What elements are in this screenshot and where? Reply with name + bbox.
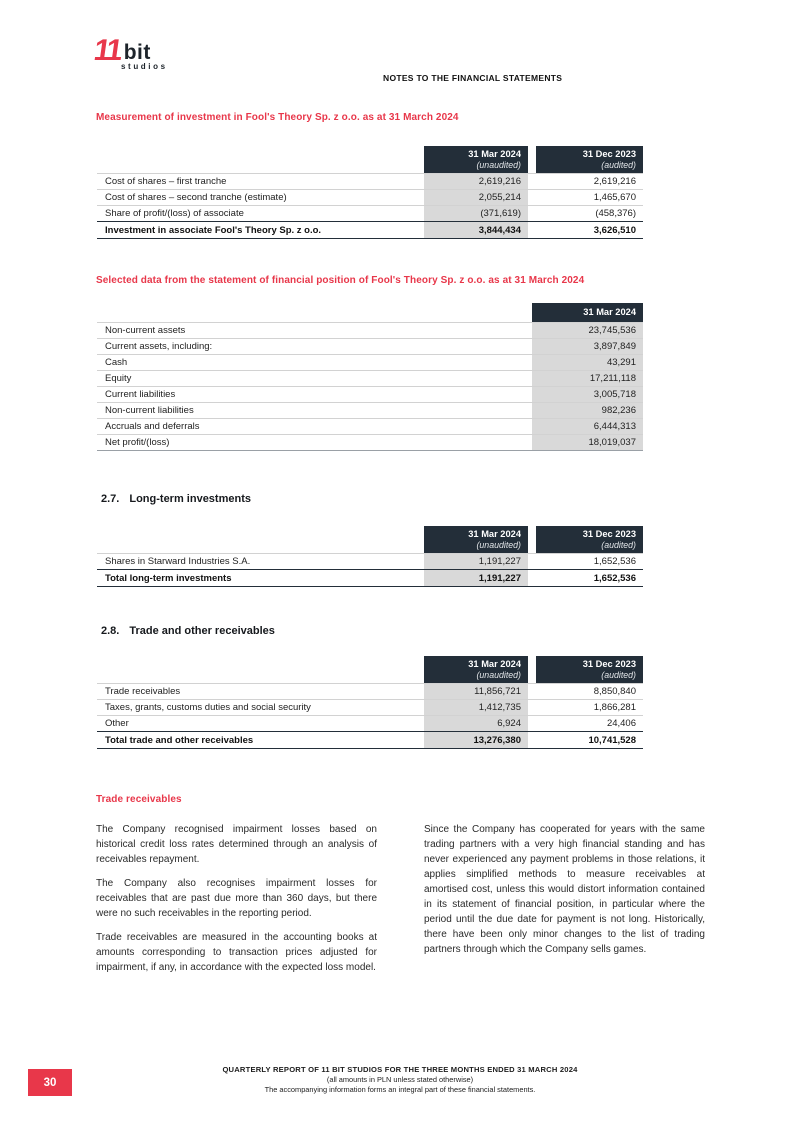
table-total-row xyxy=(97,569,643,587)
row-value-dec: 24,406 xyxy=(606,718,636,729)
trade-receivables-table xyxy=(97,656,643,749)
footer xyxy=(96,1065,704,1095)
column-header-mar-2024 xyxy=(424,146,528,173)
row-label: Net profit/(loss) xyxy=(105,437,170,448)
row-label: Taxes, grants, customs duties and social security xyxy=(105,702,311,713)
row-value-dec: 1,866,281 xyxy=(593,702,636,713)
heading-trade-receivables: Trade receivables xyxy=(96,794,182,805)
column-header-mar-2024 xyxy=(532,303,643,322)
column-header-audit-status: (audited) xyxy=(601,670,636,680)
row-value-dec: 10,741,528 xyxy=(588,734,636,746)
row-value-mar: 2,619,216 xyxy=(424,174,528,189)
row-value-mar: 1,191,227 xyxy=(424,554,528,569)
row-label: Share of profit/(loss) of associate xyxy=(105,208,244,219)
row-value: 18,019,037 xyxy=(532,435,643,450)
row-value-dec: 1,652,536 xyxy=(593,572,636,584)
row-value-dec: 2,619,216 xyxy=(593,176,636,187)
table-row xyxy=(97,206,643,222)
row-value-mar: 6,924 xyxy=(424,716,528,731)
row-value: 3,897,849 xyxy=(532,339,643,354)
section-number: 2.7. xyxy=(101,493,120,505)
table-row xyxy=(97,419,643,435)
page-number-badge: 30 xyxy=(28,1069,72,1096)
column-header-mar-2024 xyxy=(424,526,528,553)
table-header xyxy=(97,656,643,683)
table-header xyxy=(97,303,643,322)
investment-table xyxy=(97,146,643,239)
column-header-date: 31 Mar 2024 xyxy=(468,149,521,159)
body-text-right-column xyxy=(424,822,705,966)
table-row xyxy=(97,716,643,732)
column-header-date: 31 Dec 2023 xyxy=(582,659,636,669)
row-value-mar: 11,856,721 xyxy=(424,684,528,699)
table-total-row xyxy=(97,731,643,749)
footer-report-title: QUARTERLY REPORT OF 11 BIT STUDIOS FOR THE THREE MONTHS ENDED 31 MARCH 2024 xyxy=(222,1065,578,1074)
table-row xyxy=(97,323,643,339)
financial-position-table xyxy=(97,303,643,451)
table-row xyxy=(97,371,643,387)
row-label: Cost of shares – second tranche (estimate) xyxy=(105,192,287,203)
row-label: Cost of shares – first tranche xyxy=(105,176,227,187)
paragraph: Trade receivables are measured in the accounting books at amounts corresponding to transaction prices adjusted for impairment, if any, in accordance with the expected loss model. xyxy=(96,932,377,973)
column-header-dec-2023 xyxy=(536,656,643,683)
column-header-audit-status: (unaudited) xyxy=(476,160,521,170)
table-row xyxy=(97,174,643,190)
row-value-mar: 3,844,434 xyxy=(424,222,528,238)
row-label: Accruals and deferrals xyxy=(105,421,200,432)
row-label: Total trade and other receivables xyxy=(105,734,254,746)
column-header-audit-status: (unaudited) xyxy=(476,670,521,680)
column-header-date: 31 Dec 2023 xyxy=(582,149,636,159)
column-header-date: 31 Mar 2024 xyxy=(468,659,521,669)
column-header-date: 31 Dec 2023 xyxy=(582,529,636,539)
row-value-mar: 1,412,735 xyxy=(424,700,528,715)
table-row xyxy=(97,684,643,700)
paragraph: Since the Company has cooperated for years with the same trading partners with a very high financial standing and has never experienced any payment problems in those relations, it applies simplified methods to measure receivables at amortised cost, unless this would distort information contained in its statement of financial position, in particular where the period until the due date for payment is not long. Historically, there have been only minor changes to the list of trading partners through which the Company sells games. xyxy=(424,824,705,955)
table-header xyxy=(97,146,643,173)
footer-integral-note: The accompanying information forms an integral part of these financial statements. xyxy=(264,1085,536,1094)
table-body xyxy=(97,322,643,451)
column-header-date: 31 Mar 2024 xyxy=(468,529,521,539)
row-value: 982,236 xyxy=(532,403,643,418)
logo-11-mark: 11 xyxy=(91,34,123,67)
section-title: Long-term investments xyxy=(129,493,251,505)
table-body xyxy=(97,173,643,239)
table-header xyxy=(97,526,643,553)
row-label: Current liabilities xyxy=(105,389,176,400)
table-row xyxy=(97,554,643,570)
heading-measurement: Measurement of investment in Fool's Theory Sp. z o.o. as at 31 March 2024 xyxy=(96,112,459,123)
row-value-mar: 2,055,214 xyxy=(424,190,528,205)
row-value-dec: (458,376) xyxy=(595,208,636,219)
paragraph: The Company recognised impairment losses based on historical credit loss rates determined through an analysis of receivables repayment. xyxy=(96,824,377,865)
column-header-dec-2023 xyxy=(536,526,643,553)
footer-amounts-note: (all amounts in PLN unless stated otherwise) xyxy=(326,1075,474,1084)
table-row xyxy=(97,387,643,403)
column-header-date: 31 Mar 2024 xyxy=(583,307,636,317)
body-text-left-column xyxy=(96,822,377,984)
section-heading-2-7 xyxy=(101,493,251,505)
table-row xyxy=(97,339,643,355)
row-value-dec: 3,626,510 xyxy=(593,224,636,236)
row-label: Current assets, including: xyxy=(105,341,213,352)
table-row xyxy=(97,435,643,451)
row-value-mar: 1,191,227 xyxy=(424,570,528,586)
running-head-title: NOTES TO THE FINANCIAL STATEMENTS xyxy=(383,73,563,83)
row-label: Equity xyxy=(105,373,132,384)
logo-studios-text: studios xyxy=(121,62,168,71)
row-value-dec: 1,465,670 xyxy=(593,192,636,203)
column-header-audit-status: (unaudited) xyxy=(476,540,521,550)
heading-selected-data: Selected data from the statement of financial position of Fool's Theory Sp. z o.o. as at 31 March 2024 xyxy=(96,275,585,286)
table-row xyxy=(97,700,643,716)
table-total-row xyxy=(97,221,643,239)
row-label: Non-current liabilities xyxy=(105,405,194,416)
column-header-mar-2024 xyxy=(424,656,528,683)
row-value-mar: 13,276,380 xyxy=(424,732,528,748)
table-row xyxy=(97,403,643,419)
row-value: 3,005,718 xyxy=(532,387,643,402)
row-label: Trade receivables xyxy=(105,686,181,697)
row-value: 43,291 xyxy=(532,355,643,370)
paragraph: The Company also recognises impairment losses for receivables that are past due more than 360 days, but there were no such receivables in the reporting period. xyxy=(96,878,377,919)
row-label: Other xyxy=(105,718,129,729)
row-value: 6,444,313 xyxy=(532,419,643,434)
row-value-dec: 1,652,536 xyxy=(593,556,636,567)
section-number: 2.8. xyxy=(101,625,120,637)
section-title: Trade and other receivables xyxy=(129,625,275,637)
column-header-audit-status: (audited) xyxy=(601,540,636,550)
row-value-dec: 8,850,840 xyxy=(593,686,636,697)
company-logo xyxy=(91,34,168,71)
column-header-dec-2023 xyxy=(536,146,643,173)
section-heading-2-8 xyxy=(101,625,275,637)
row-label: Non-current assets xyxy=(105,325,186,336)
column-header-audit-status: (audited) xyxy=(601,160,636,170)
row-label: Investment in associate Fool's Theory Sp. z o.o. xyxy=(105,224,322,236)
table-body xyxy=(97,553,643,587)
row-label: Cash xyxy=(105,357,128,368)
row-value-mar: (371,619) xyxy=(424,206,528,221)
row-label: Total long-term investments xyxy=(105,572,232,584)
logo-bit-text: bit xyxy=(123,41,151,64)
row-value: 23,745,536 xyxy=(532,323,643,338)
table-row xyxy=(97,190,643,206)
longterm-investments-table xyxy=(97,526,643,587)
row-value: 17,211,118 xyxy=(532,371,643,386)
row-label: Shares in Starward Industries S.A. xyxy=(105,556,251,567)
table-row xyxy=(97,355,643,371)
table-body xyxy=(97,683,643,749)
